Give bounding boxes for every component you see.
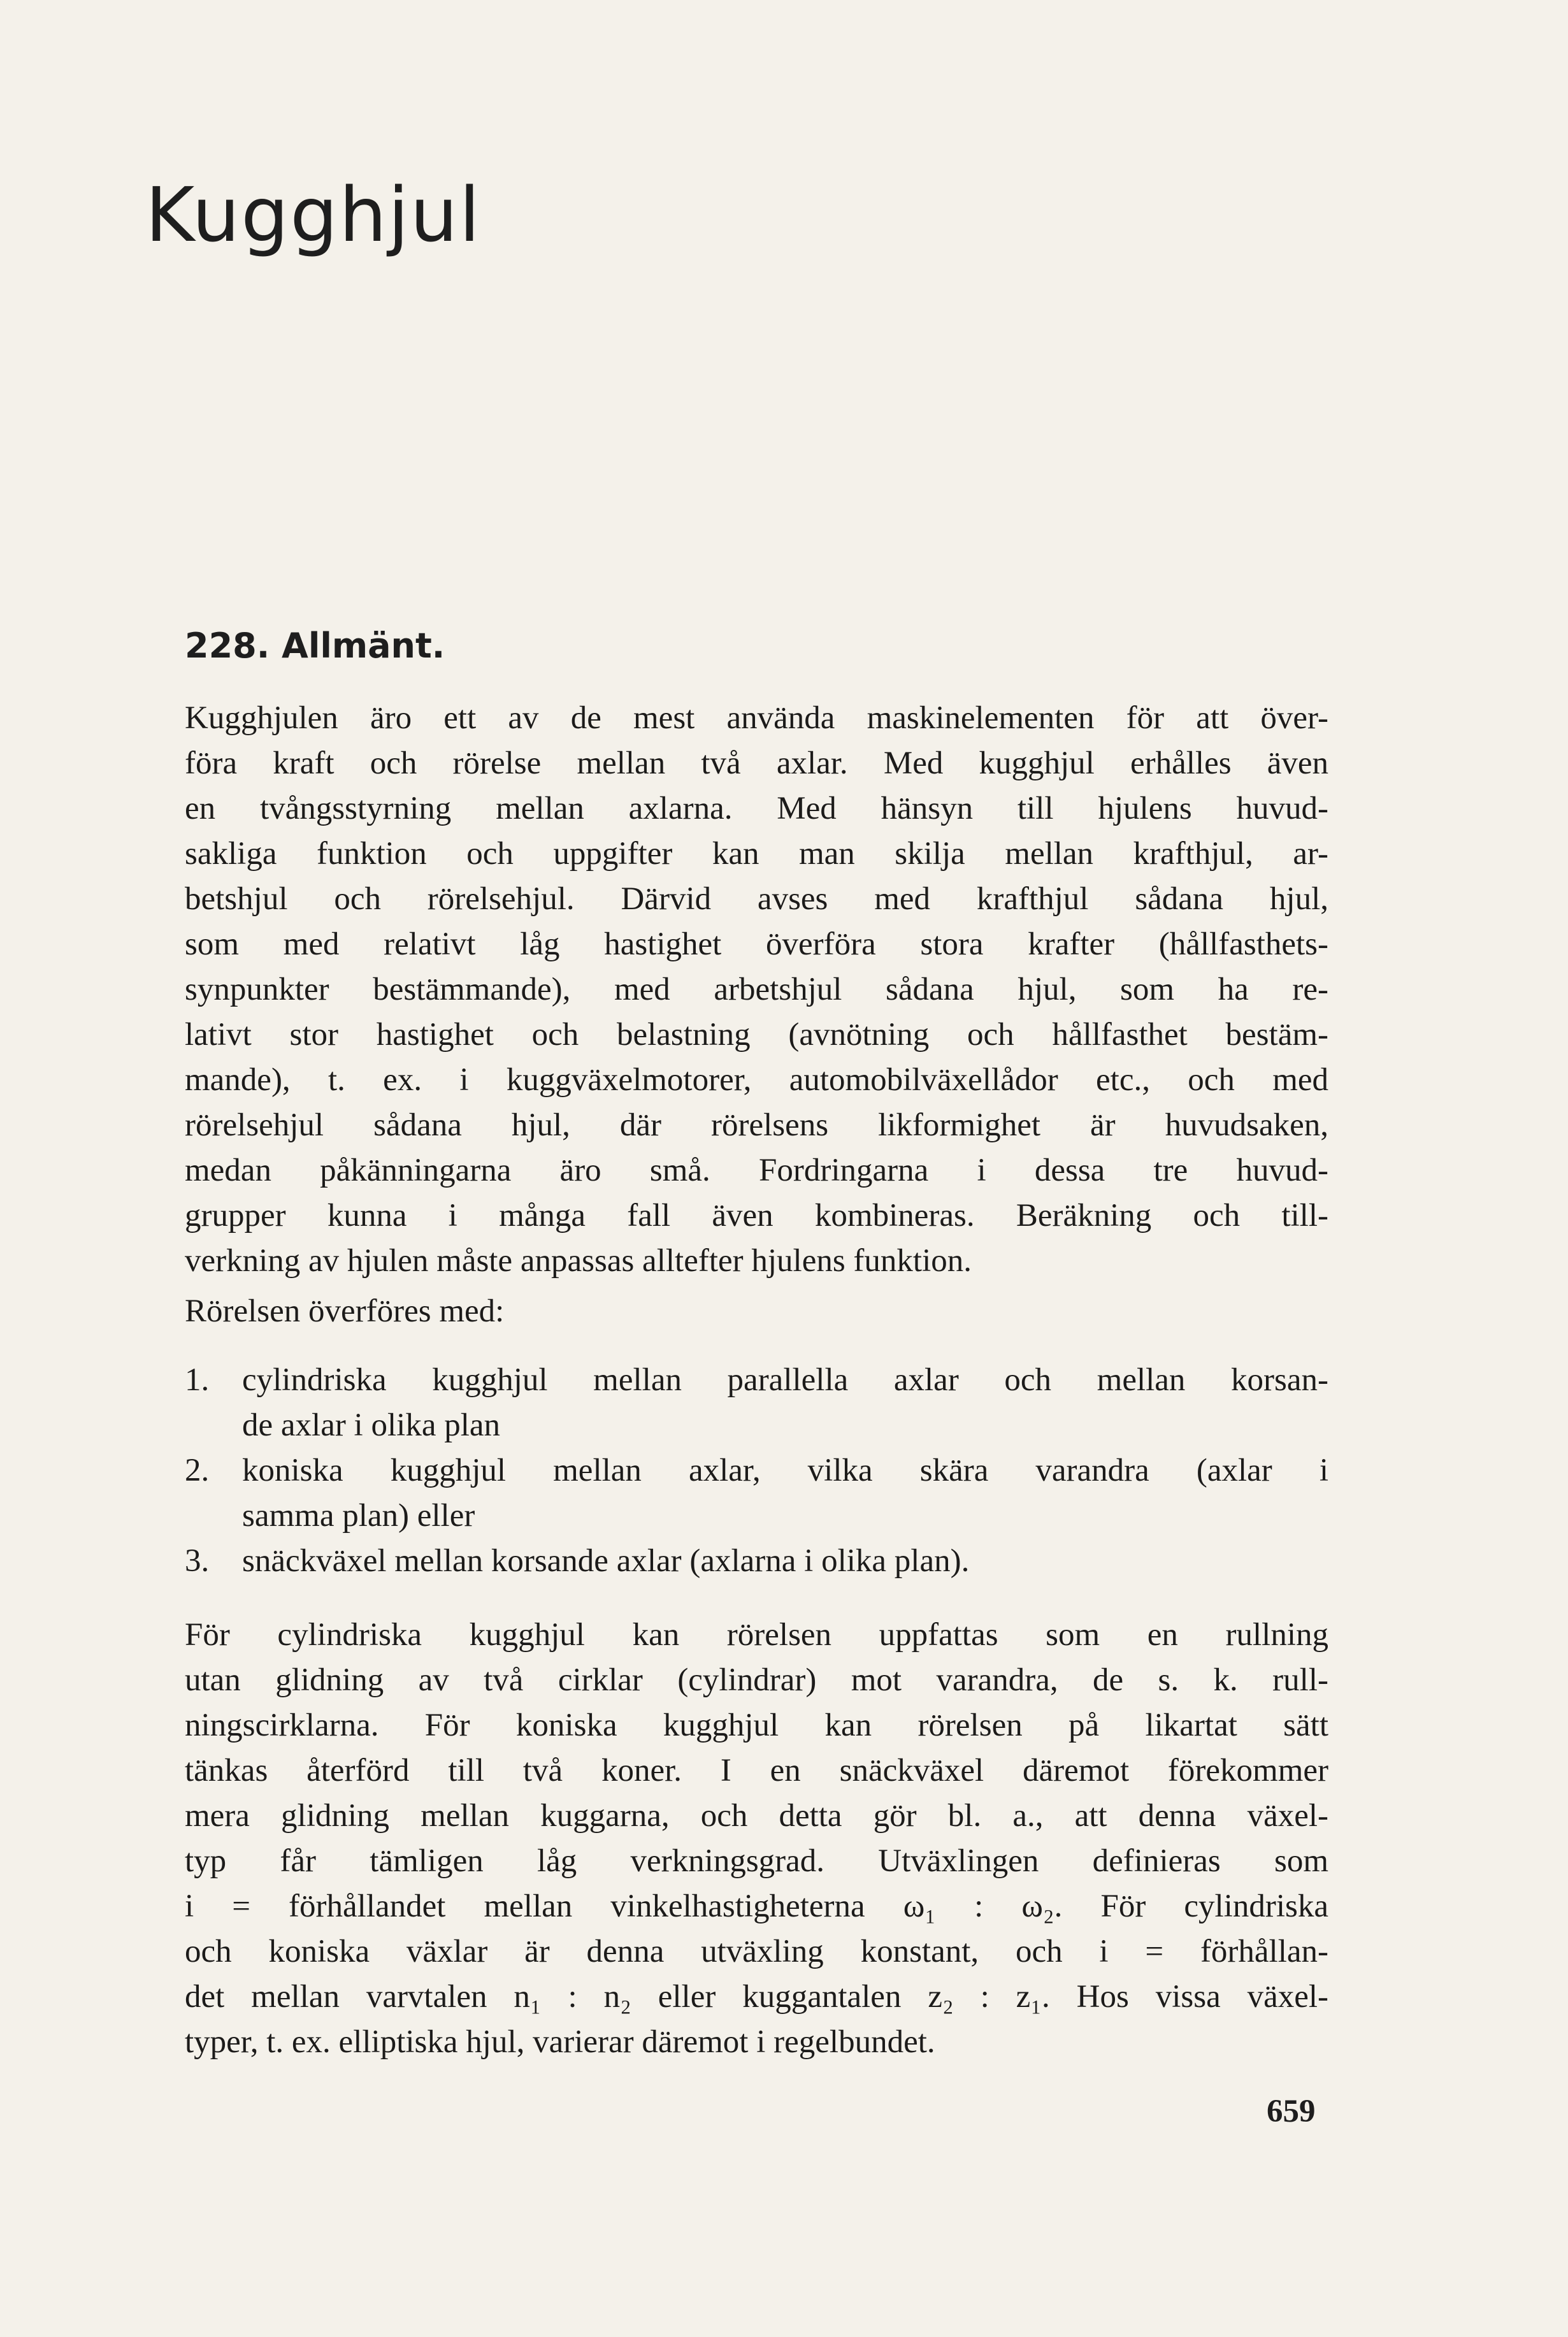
text-line: de axlar i olika plan <box>242 1407 501 1443</box>
list-number: 1. <box>185 1362 210 1398</box>
paragraph-intro <box>185 696 1328 1284</box>
text-line: i = förhållandet mellan vinkelhastigheterna ω₁ : ω₂. För cylindriska <box>185 1888 1328 1924</box>
text-line: ningscirklarna. För koniska kugghjul kan rörelsen på likartat sätt <box>185 1708 1328 1743</box>
text-line: föra kraft och rörelse mellan två axlar. Med kugghjul erhålles även <box>185 745 1328 781</box>
text-line: rörelsehjul sådana hjul, där rörelsens likformighet är huvudsaken, <box>185 1107 1328 1143</box>
text-line: cylindriska kugghjul mellan parallella axlar och mellan korsan- <box>242 1362 1328 1398</box>
text-line: samma plan) eller <box>242 1498 475 1534</box>
page-number: 659 <box>1267 2094 1316 2129</box>
text-line: sakliga funktion och uppgifter kan man skilja mellan krafthjul, ar- <box>185 836 1328 872</box>
numbered-list <box>185 1358 1328 1584</box>
list-number: 2. <box>185 1453 210 1488</box>
text-line: synpunkter bestämmande), med arbetshjul sådana hjul, som ha re- <box>185 972 1328 1007</box>
list-item <box>185 1358 1328 1448</box>
text-line: tänkas återförd till två koner. I en snäckväxel däremot förekommer <box>185 1753 1328 1788</box>
paragraph-transmission <box>185 1613 1328 2065</box>
list-item <box>185 1448 1328 1539</box>
text-line: som med relativt låg hastighet överföra stora krafter (hållfasthets- <box>185 926 1328 962</box>
list-number: 3. <box>185 1543 210 1579</box>
text-line: en tvångsstyrning mellan axlarna. Med hänsyn till hjulens huvud- <box>185 791 1328 826</box>
text-line: grupper kunna i många fall även kombineras. Beräkning och till- <box>185 1198 1328 1233</box>
text-line: betshjul och rörelsehjul. Därvid avses med krafthjul sådana hjul, <box>185 881 1328 917</box>
text-line: koniska kugghjul mellan axlar, vilka skära varandra (axlar i <box>242 1453 1328 1488</box>
text-line: verkning av hjulen måste anpassas alltefter hjulens funktion. <box>185 1243 972 1279</box>
section-heading: 228. Allmänt. <box>185 626 445 666</box>
text-line: snäckväxel mellan korsande axlar (axlarna i olika plan). <box>242 1543 970 1579</box>
text-line: det mellan varvtalen n₁ : n₂ eller kuggantalen z₂ : z₁. Hos vissa växel- <box>185 1979 1328 2015</box>
text-line: utan glidning av två cirklar (cylindrar) mot varandra, de s. k. rull- <box>185 1662 1328 1698</box>
text-line: lativt stor hastighet och belastning (avnötning och hållfasthet bestäm- <box>185 1017 1328 1053</box>
chapter-title: Kugghjul <box>145 171 482 259</box>
list-item <box>185 1539 1328 1584</box>
text-line: medan påkänningarna äro små. Fordringarna i dessa tre huvud- <box>185 1153 1328 1188</box>
text-line: För cylindriska kugghjul kan rörelsen uppfattas som en rullning <box>185 1617 1328 1653</box>
text-line: mera glidning mellan kuggarna, och detta gör bl. a., att denna växel- <box>185 1798 1328 1834</box>
text-line: och koniska växlar är denna utväxling konstant, och i = förhållan- <box>185 1934 1328 1969</box>
text-line: typ får tämligen låg verkningsgrad. Utväxlingen definieras som <box>185 1843 1328 1879</box>
text-line: Kugghjulen äro ett av de mest använda maskinelementen för att över- <box>185 700 1328 736</box>
text-line: mande), t. ex. i kuggväxelmotorer, automobilväxellådor etc., och med <box>185 1062 1328 1098</box>
list-lead-in: Rörelsen överföres med: <box>185 1293 505 1329</box>
text-line: typer, t. ex. elliptiska hjul, varierar däremot i regelbundet. <box>185 2024 935 2060</box>
